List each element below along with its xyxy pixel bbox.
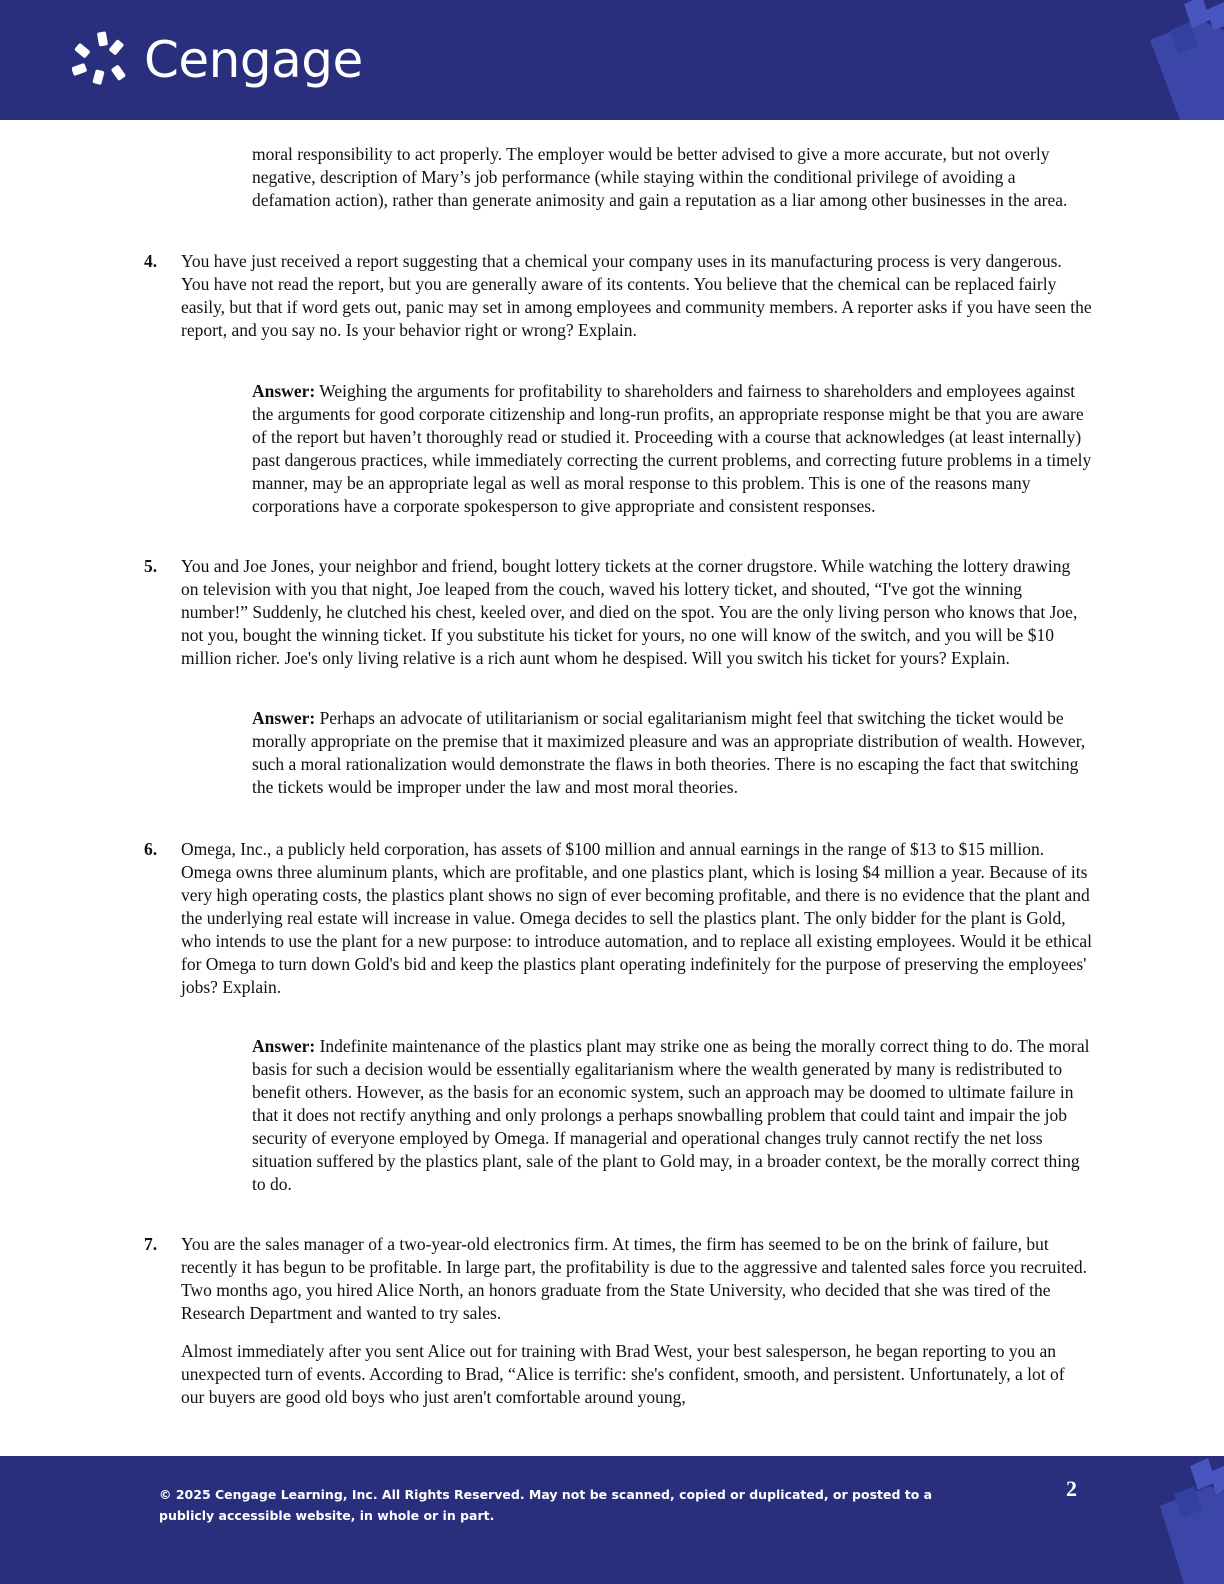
answer-paragraph: [252, 1035, 1092, 1196]
answer-text: Perhaps an advocate of utilitarianism or social egalitarianism might feel that switching the ticket would be morally appropriate on the premise that it maximized pleasure and was an appropriate distribution of wealth. However, such a moral rationalization would demonstrate the flaws in both theories. There is no escaping the fact that switching the tickets would be improper under the law and most moral theories.: [252, 708, 1086, 797]
question-number: 4.: [144, 251, 158, 271]
answer-text: Indefinite maintenance of the plastics plant may strike one as being the morally correct thing to do. The moral basis for such a decision would be essentially egalitarianism where the wealth generated by many is redistributed to benefit others. However, as the basis for an economic system, such an approach may be doomed to ultimate failure in that it does not rectify anything and only prolongs a perhaps snowballing problem that could taint and impair the job security of everyone employed by Omega. If managerial and operational changes truly cannot rectify the net loss situation suffered by the plastics plant, sale of the plant to Gold may, in a broader context, be the morally correct thing to do.: [252, 1036, 1090, 1194]
logo-wordmark: Cengage: [144, 31, 363, 89]
header-band: [0, 0, 1224, 120]
answer-label: Answer:: [252, 1036, 316, 1056]
decorative-shapes-icon: [1150, 1456, 1224, 1584]
answer-text: Weighing the arguments for profitability to shareholders and fairness to shareholders and employees against the arguments for good corporate citizenship and long-run profits, an appropriate response might be that you are aware of the report but haven’t thoroughly read or studied it. Proceeding with a course that acknowledges (at least internally) past dangerous practices, while immediately correcting the current problems, and correcting future problems in a timely manner, may be an appropriate legal as well as moral response to this problem. This is one of the reasons many corporations have a corporate spokesperson to give appropriate and consistent responses.: [252, 381, 1092, 516]
continued-answer-text: moral responsibility to act properly. The employer would be better advised to give a more accurate, but not overly negative, description of Mary’s job performance (while staying within the conditional privilege of avoiding a defamation action), rather than generate animosity and gain a reputation as a liar among other businesses in the area.: [252, 144, 1068, 210]
question-text: Omega, Inc., a publicly held corporation, has assets of $100 million and annual earnings in the range of $13 to $15 million. Omega owns three aluminum plants, which are profitable, and one plastics plant, which is losing $4 million a year. Because of its very high operating costs, the plastics plant shows no sign of ever becoming profitable, and there is no evidence that the plant and the underlying real estate will increase in value. Omega decides to sell the plastics plant. The only bidder for the plant is Gold, who intends to use the plant for a new purpose: to introduce automation, and to replace all existing employees. Would it be ethical for Omega to turn down Gold's bid and keep the plastics plant operating indefinitely for the purpose of preserving the employees' jobs? Explain.: [181, 839, 1092, 997]
question-text: You have just received a report suggesting that a chemical your company uses in its manufacturing process is very dangerous. You have not read the report, but you are generally aware of its contents. You believe that the chemical can be replaced fairly easily, but that if word gets out, panic may set in among employees and community members. A reporter asks if you have seen the report, and you say no. Is your behavior right or wrong? Explain.: [181, 251, 1092, 340]
question-text-continued: Almost immediately after you sent Alice out for training with Brad West, your best salesperson, he began reporting to you an unexpected turn of events. According to Brad, “Alice is terrific: she's confident, smooth, and persistent. Unfortunately, a lot of our buyers are good old boys who just aren't comfortable around young,: [181, 1341, 1065, 1407]
answer-label: Answer:: [252, 708, 316, 728]
question-number: 5.: [144, 556, 158, 576]
footer-band: [0, 1456, 1224, 1584]
answer-label: Answer:: [252, 381, 316, 401]
answer-paragraph: [252, 380, 1092, 518]
answer-paragraph: [252, 707, 1092, 799]
question-text: You are the sales manager of a two-year-old electronics firm. At times, the firm has seemed to be on the brink of failure, but recently it has begun to be profitable. In large part, the profitability is due to the aggressive and talented sales force you recruited. Two months ago, you hired Alice North, an honors graduate from the State University, who decided that she was tired of the Research Department and wanted to try sales.: [181, 1234, 1087, 1323]
decorative-shapes-icon: [1140, 0, 1224, 120]
question-number: 7.: [144, 1234, 158, 1254]
cengage-logo[interactable]: [72, 30, 363, 90]
cengage-logo-icon: [72, 30, 134, 90]
question-text: You and Joe Jones, your neighbor and friend, bought lottery tickets at the corner drugstore. While watching the lottery drawing on television with you that night, Joe leaped from the couch, waved his lottery ticket, and shouted, “I've got the winning number!” Suddenly, he clutched his chest, keeled over, and died on the spot. You are the only living person who knows that Joe, not you, bought the winning ticket. If you substitute his ticket for yours, no one will know of the switch, and you will be $10 million richer. Joe's only living relative is a rich aunt whom he despised. Will you switch his ticket for yours? Explain.: [181, 556, 1078, 668]
question-number: 6.: [144, 839, 158, 859]
page-number: 2: [1066, 1476, 1077, 1501]
copyright-notice: © 2025 Cengage Learning, Inc. All Rights Reserved. May not be scanned, copied or duplicated, or posted to a publicly accessible website, in whole or in part.: [159, 1487, 933, 1523]
